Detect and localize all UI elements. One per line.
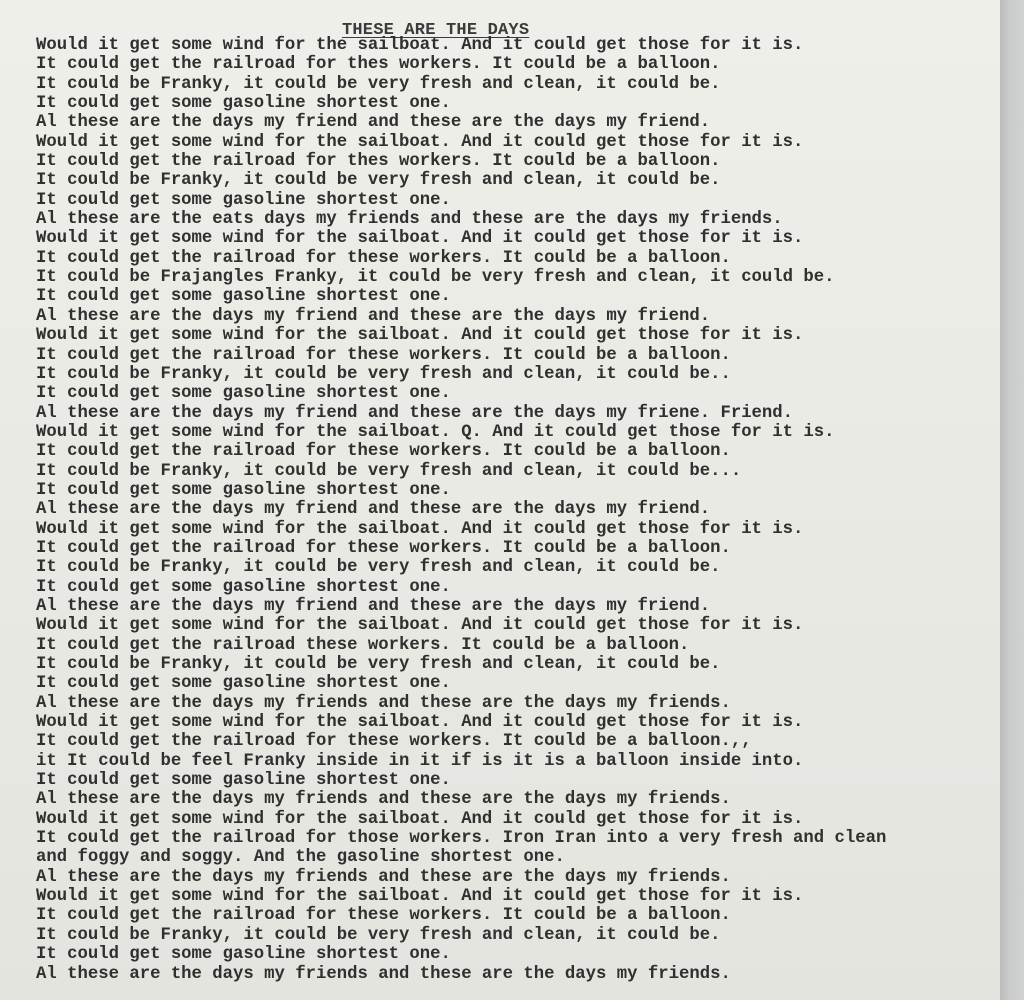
text-line: It could be Franky, it could be very fresh and clean, it could be.: [36, 558, 721, 578]
text-line: It could get the railroad for these workers. It could be a balloon.: [36, 248, 731, 268]
text-line: It could be Franky, it could be very fresh and clean, it could be.: [36, 171, 721, 191]
text-line: Al these are the days my friend and these are the days my friend.: [36, 306, 711, 326]
text-line: It could get the railroad for these workers. It could be a balloon.: [36, 538, 731, 558]
text-line: Would it get some wind for the sailboat. And it could get those for it is.: [36, 809, 804, 829]
text-line: Would it get some wind for the sailboat. And it could get those for it is.: [36, 326, 804, 346]
text-line: It could get some gasoline shortest one.: [36, 384, 451, 404]
text-line: It could get some gasoline shortest one.: [36, 771, 451, 791]
text-line: Would it get some wind for the sailboat. And it could get those for it is.: [36, 616, 804, 636]
text-line: It could get the railroad for those workers. Iron Iran into a very fresh and clean: [36, 829, 887, 849]
text-line: Would it get some wind for the sailboat. And it could get those for it is.: [36, 229, 804, 249]
text-line: Al these are the days my friend and these are the days my friene. Friend.: [36, 403, 794, 423]
text-line: It could be Franky, it could be very fresh and clean, it could be.: [36, 655, 721, 674]
text-line: It could get some gasoline shortest one.: [36, 190, 451, 210]
text-line: Would it get some wind for the sailboat. And it could get those for it is.: [36, 887, 804, 907]
typed-text-lines: [36, 36, 886, 984]
text-line: Would it get some wind for the sailboat. And it could get those for it is.: [36, 713, 804, 733]
text-line: Al these are the days my friend and these are the days my friend.: [36, 500, 711, 520]
text-line: Al these are the days my friends and these are the days my friends.: [36, 867, 731, 887]
text-line: It could be Franky, it could be very fresh and clean, it could be.: [36, 74, 721, 94]
text-line: Would it get some wind for the sailboat. Q. And it could get those for it is.: [36, 422, 835, 442]
text-line: It could get the railroad for these workers. It could be a balloon.,,: [36, 732, 752, 752]
text-line: It could get the railroad for thes workers. It could be a balloon.: [36, 152, 721, 172]
text-line: Al these are the days my friend and these are the days my friend.: [36, 596, 711, 616]
text-line: It could get some gasoline shortest one.: [36, 287, 451, 307]
text-line: It could get the railroad for these workers. It could be a balloon.: [36, 906, 731, 926]
page-edge-background: [1000, 0, 1024, 1000]
text-line: It could get some gasoline shortest one.: [36, 945, 451, 965]
text-line: It could get the railroad these workers. It could be a balloon.: [36, 635, 690, 655]
text-line: It could be Frajangles Franky, it could be very fresh and clean, it could be.: [36, 268, 835, 288]
text-line: It could get the railroad for these workers. It could be a balloon.: [36, 442, 731, 462]
text-line: It could get some gasoline shortest one.: [36, 94, 451, 114]
text-line: It could be Franky, it could be very fresh and clean, it could be...: [36, 461, 742, 481]
text-line: Al these are the days my friends and these are the days my friends.: [36, 790, 731, 810]
text-line: It could get the railroad for thes workers. It could be a balloon.: [36, 55, 721, 75]
text-line: Al these are the days my friend and these are the days my friend.: [36, 113, 711, 133]
text-line: it It could be feel Franky inside in it if is it is a balloon inside into.: [36, 751, 804, 771]
text-line: It could be Franky, it could be very fresh and clean, it could be..: [36, 364, 731, 384]
text-line: It could get the railroad for these workers. It could be a balloon.: [36, 345, 731, 365]
text-line: Al these are the eats days my friends and these are the days my friends.: [36, 210, 783, 230]
text-line: Would it get some wind for the sailboat. And it could get those for it is.: [36, 36, 804, 55]
text-line: and foggy and soggy. And the gasoline shortest one.: [36, 848, 565, 868]
text-line: Would it get some wind for the sailboat. And it could get those for it is.: [36, 132, 804, 152]
text-line: It could get some gasoline shortest one.: [36, 577, 451, 597]
text-line: It could get some gasoline shortest one.: [36, 480, 451, 500]
text-line: It could be Franky, it could be very fresh and clean, it could be.: [36, 925, 721, 945]
text-line: It could get some gasoline shortest one.: [36, 674, 451, 694]
text-line: Al these are the days my friends and these are the days my friends.: [36, 693, 731, 713]
text-line: Al these are the days my friends and these are the days my friends.: [36, 964, 731, 984]
document-title: THESE ARE THE DAYS: [342, 21, 530, 40]
text-line: Would it get some wind for the sailboat. And it could get those for it is.: [36, 519, 804, 539]
